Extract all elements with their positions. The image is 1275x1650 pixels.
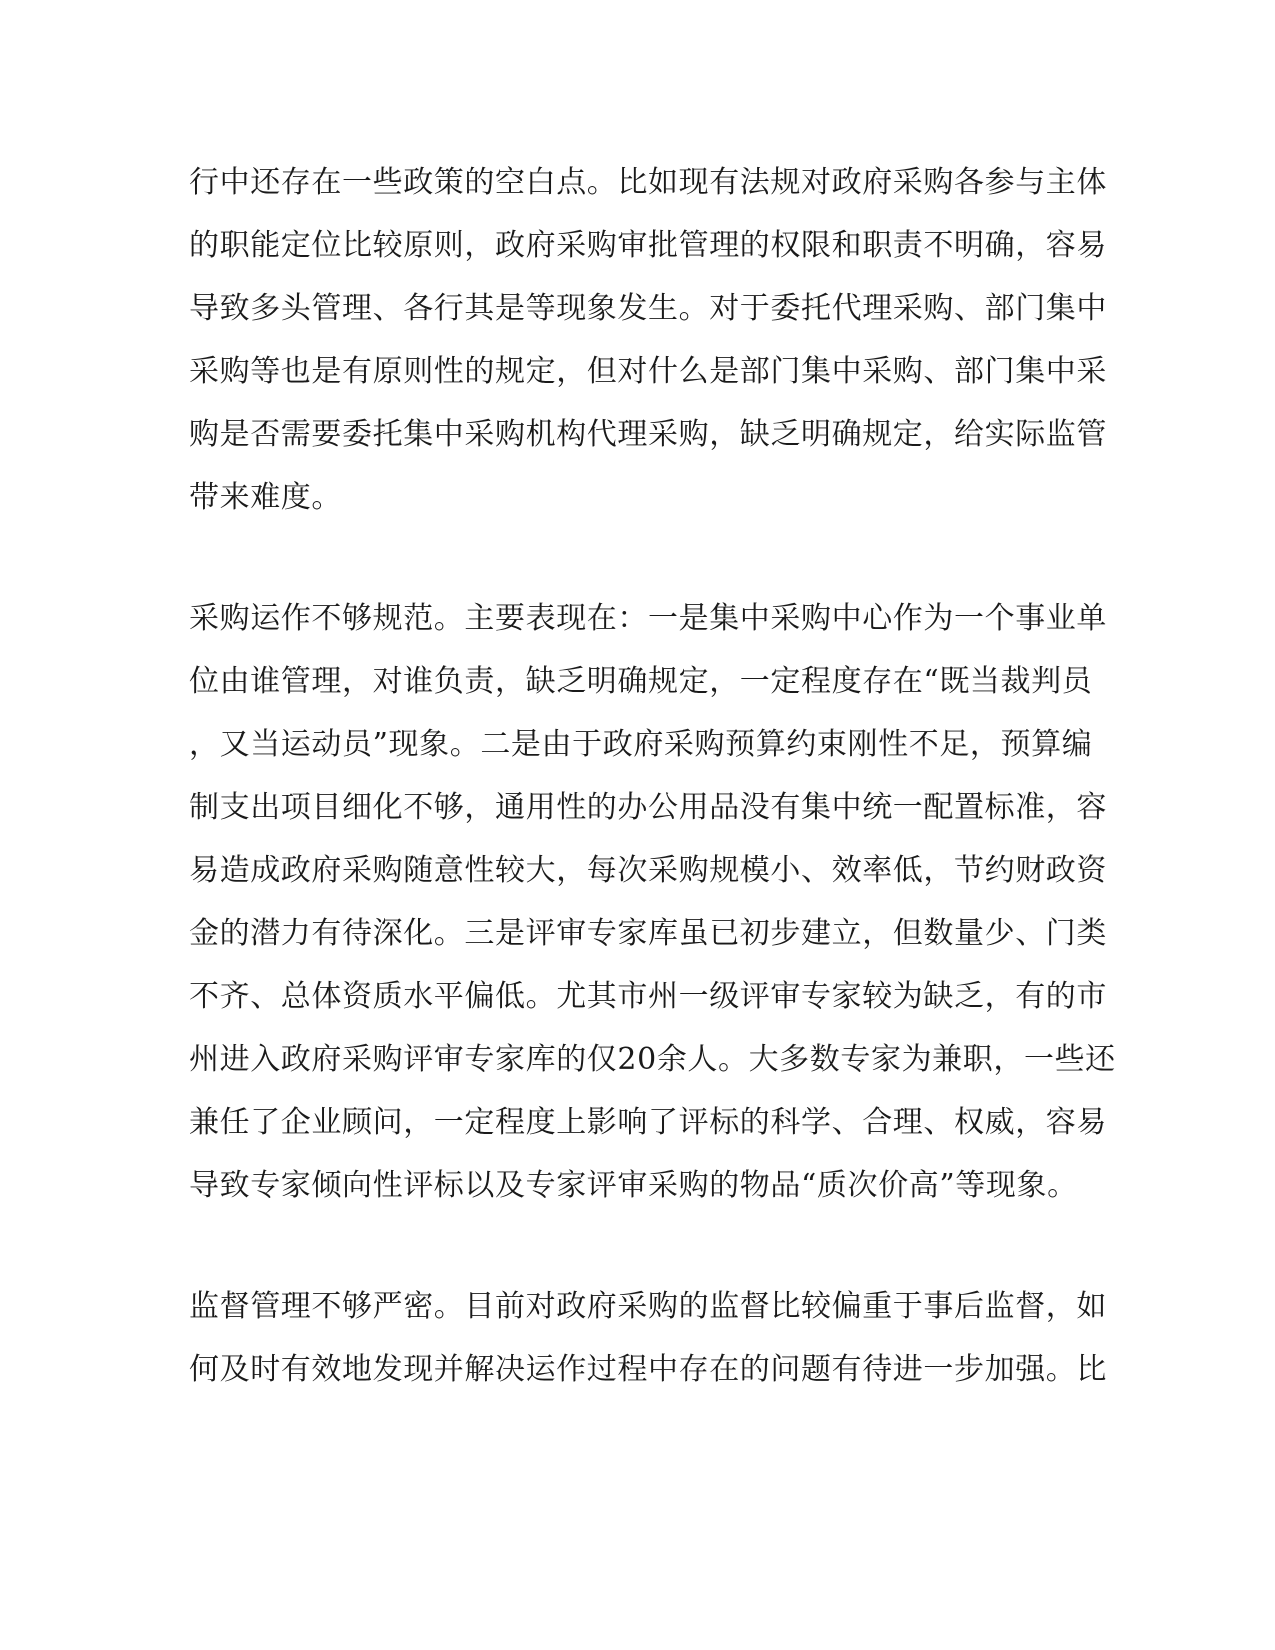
text-line: 监督管理不够严密。目前对政府采购的监督比较偏重于事后监督，如 bbox=[189, 1289, 1107, 1324]
text-line: ，又当运动员”现象。二是由于政府采购预算约束刚性不足，预算编 bbox=[189, 727, 1093, 762]
text-line: 采购等也是有原则性的规定，但对什么是部门集中采购、部门集中采 bbox=[189, 354, 1107, 389]
text-line: 导致多头管理、各行其是等现象发生。对于委托代理采购、部门集中 bbox=[189, 291, 1107, 326]
text-line: 购是否需要委托集中采购机构代理采购，缺乏明确规定，给实际监管 bbox=[189, 417, 1107, 452]
text-line: 的职能定位比较原则，政府采购审批管理的权限和职责不明确，容易 bbox=[189, 228, 1107, 263]
text-line: 带来难度。 bbox=[189, 480, 342, 515]
text-line: 导致专家倾向性评标以及专家评审采购的物品“质次价高”等现象。 bbox=[189, 1168, 1078, 1203]
text-line: 金的潜力有待深化。三是评审专家库虽已初步建立，但数量少、门类 bbox=[189, 916, 1107, 951]
text-line: 州进入政府采购评审专家库的仅20余人。大多数专家为兼职，一些还 bbox=[189, 1042, 1116, 1077]
text-line: 兼任了企业顾问，一定程度上影响了评标的科学、合理、权威，容易 bbox=[189, 1105, 1107, 1140]
text-line: 易造成政府采购随意性较大，每次采购规模小、效率低，节约财政资 bbox=[189, 853, 1107, 888]
text-line: 位由谁管理，对谁负责，缺乏明确规定，一定程度存在“既当裁判员 bbox=[189, 664, 1093, 699]
text-line: 不齐、总体资质水平偏低。尤其市州一级评审专家较为缺乏，有的市 bbox=[189, 979, 1107, 1014]
text-line: 采购运作不够规范。主要表现在：一是集中采购中心作为一个事业单 bbox=[189, 601, 1107, 636]
text-line: 制支出项目细化不够，通用性的办公用品没有集中统一配置标准，容 bbox=[189, 790, 1107, 825]
text-line: 何及时有效地发现并解决运作过程中存在的问题有待进一步加强。比 bbox=[189, 1352, 1107, 1387]
text-line: 行中还存在一些政策的空白点。比如现有法规对政府采购各参与主体 bbox=[189, 165, 1107, 200]
